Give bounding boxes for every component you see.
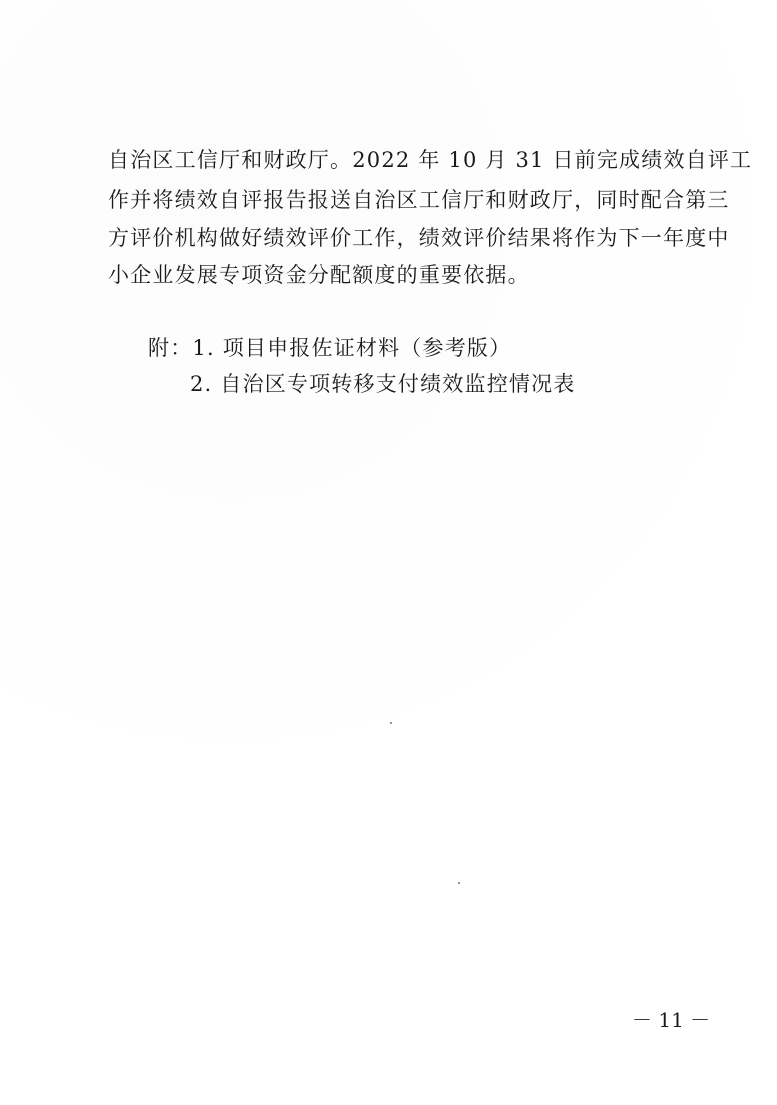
- page-number: － 11 －: [632, 1008, 711, 1032]
- attachment-item-1: 附：1. 项目申报佐证材料（参考版）: [148, 336, 512, 360]
- attachment-item-2: 2. 自治区专项转移支付绩效监控情况表: [190, 372, 576, 396]
- scan-speck: [390, 722, 392, 724]
- paragraph-line-2: 作并将绩效自评报告报送自治区工信厅和财政厅，同时配合第三: [108, 188, 730, 212]
- paragraph-line-1: 自治区工信厅和财政厅。2022 年 10 月 31 日前完成绩效自评工: [108, 148, 753, 172]
- scan-speck: [458, 882, 460, 884]
- paragraph-line-4: 小企业发展专项资金分配额度的重要依据。: [108, 263, 530, 287]
- paragraph-line-3: 方评价机构做好绩效评价工作，绩效评价结果将作为下一年度中: [108, 226, 730, 250]
